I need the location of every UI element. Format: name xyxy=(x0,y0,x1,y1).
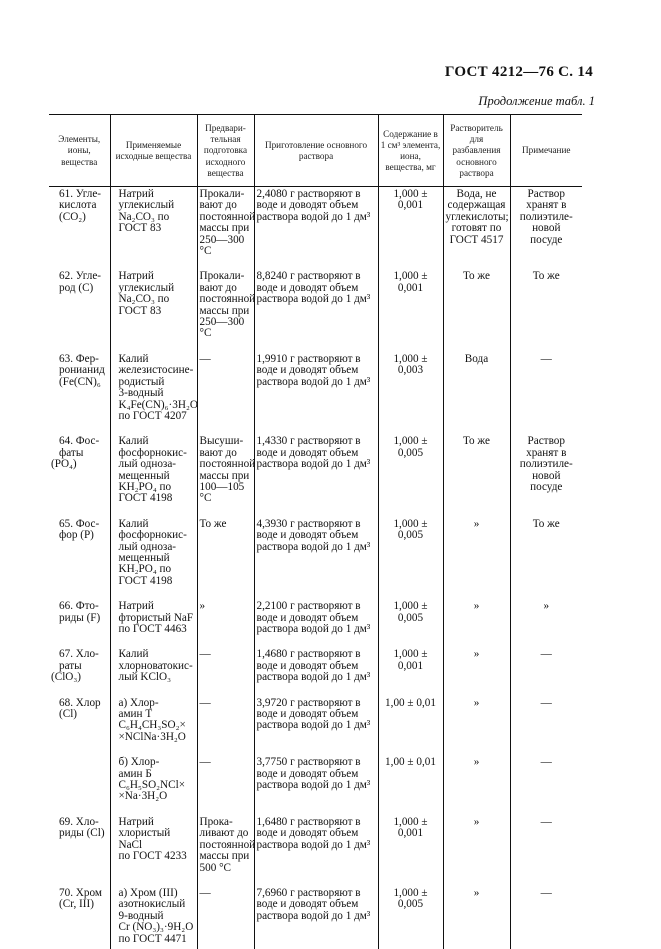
table-continuation-label: Продолжение табл. 1 xyxy=(478,94,595,108)
cell-line: 9-водный xyxy=(118,909,164,922)
cell-source-substance xyxy=(110,187,197,270)
cell-line: вают до xyxy=(199,199,237,212)
column-header: Приготовление основного раствора xyxy=(254,115,378,187)
cell-line: воде и доводят объем xyxy=(256,446,359,459)
cell-line: (Cl) xyxy=(59,708,78,721)
cell-note xyxy=(510,886,582,949)
cell-line: 2,2100 г растворяют в xyxy=(256,600,361,613)
cell-line: C₆H₅SO₂NCl× xyxy=(118,779,186,792)
cell-line: » xyxy=(473,600,480,613)
cell-line: по ГОСТ 4207 xyxy=(118,409,187,422)
cell-line: раствора водой до 1 дм³ xyxy=(256,540,371,553)
cell-line: раствора водой до 1 дм³ xyxy=(256,293,371,306)
cell-element xyxy=(49,434,110,516)
column-header: Предвари-тельная подготовка исходного вещества xyxy=(197,115,254,187)
cell-line: раствора водой до 1 дм³ xyxy=(256,909,371,922)
cell-line: полиэтиле- xyxy=(519,458,573,471)
cell-source-substance xyxy=(110,815,197,886)
cell-source-substance xyxy=(110,517,197,599)
reagent-table xyxy=(49,114,582,949)
table-row xyxy=(49,815,582,886)
cell-content: 1,00 ± 0,01 xyxy=(378,696,443,756)
cell-line: Na₂CO₃ по xyxy=(118,210,170,223)
cell-line: раствора водой до 1 дм³ xyxy=(256,719,371,732)
cell-line: раты (ClO₃) xyxy=(51,659,82,684)
cell-line: 1,4680 г растворяют в xyxy=(256,648,361,661)
cell-line: а) Хром (III) xyxy=(118,886,178,899)
cell-line: раствора водой до 1 дм³ xyxy=(256,458,371,471)
cell-element xyxy=(49,599,110,647)
cell-line: 500 °С xyxy=(199,861,232,874)
cell-solvent xyxy=(443,269,510,351)
cell-line: Прокали- xyxy=(199,188,245,201)
cell-element xyxy=(49,696,110,756)
cell-line: 70. Хром xyxy=(59,886,102,899)
page-header-title: ГОСТ 4212—76 С. 14 xyxy=(444,64,593,80)
cell-line: постоянной xyxy=(199,458,256,471)
cell-line: воде и доводят объем xyxy=(256,659,359,672)
cell-line: 4,3930 г растворяют в xyxy=(256,517,361,530)
cell-line: Натрий xyxy=(118,270,154,283)
cell-solvent xyxy=(443,187,510,270)
cell-note xyxy=(510,815,582,886)
cell-line: железистосине- xyxy=(118,364,194,377)
cell-line: воде и доводят объем xyxy=(256,827,359,840)
cell-line: (Fe(CN)₆ xyxy=(59,375,101,388)
cell-line: — xyxy=(540,756,552,769)
cell-line: Калий xyxy=(118,435,149,448)
cell-preparation xyxy=(197,187,254,270)
cell-content: 1,000 ± 0,001 xyxy=(378,815,443,886)
cell-line: воде и доводят объем xyxy=(256,767,359,780)
cell-solution-preparation xyxy=(254,696,378,756)
cell-line: То же xyxy=(199,517,227,530)
cell-note xyxy=(510,599,582,647)
cell-line: лый одноза- xyxy=(118,458,177,471)
cell-solvent xyxy=(443,886,510,949)
cell-preparation xyxy=(197,517,254,599)
cell-line: 1,6480 г растворяют в xyxy=(256,815,361,828)
cell-line: раствора водой до 1 дм³ xyxy=(256,779,371,792)
cell-preparation xyxy=(197,352,254,434)
cell-line: углекислый xyxy=(118,199,175,212)
cell-line: воде и доводят объем xyxy=(256,898,359,911)
cell-line: ливают до xyxy=(199,827,249,840)
cell-line: 3,7750 г растворяют в xyxy=(256,756,361,769)
cell-line: 250—300 °С xyxy=(199,316,245,340)
cell-line: воде и доводят объем xyxy=(256,708,359,721)
cell-line: Прока- xyxy=(199,815,233,828)
cell-element xyxy=(49,647,110,695)
cell-line: — xyxy=(199,696,211,709)
cell-line: — xyxy=(199,648,211,661)
cell-line: фор (Р) xyxy=(59,529,94,542)
cell-line: 61. Угле- xyxy=(59,188,102,201)
cell-preparation xyxy=(197,755,254,815)
cell-content: 1,000 ± 0,001 xyxy=(378,647,443,695)
cell-line: KH₂PO₄ по xyxy=(118,480,172,493)
cell-content: 1,000 ± 0,001 xyxy=(378,187,443,270)
cell-line: То же xyxy=(532,270,560,283)
cell-line: Калий xyxy=(118,352,149,365)
cell-line: Раствор xyxy=(527,435,565,448)
cell-line: азотнокислый xyxy=(118,898,186,911)
cell-line: — xyxy=(199,756,211,769)
cell-line: 68. Хлор xyxy=(59,696,101,709)
cell-solvent xyxy=(443,599,510,647)
cell-line: раствора водой до 1 дм³ xyxy=(256,623,371,636)
cell-preparation xyxy=(197,696,254,756)
table-header-row xyxy=(49,115,582,187)
cell-source-substance xyxy=(110,352,197,434)
cell-line: То же xyxy=(463,435,490,448)
cell-line: 66. Фто- xyxy=(59,600,99,613)
cell-element xyxy=(49,755,110,815)
cell-note xyxy=(510,647,582,695)
cell-line: Cr (NO₃)₃·9H₂O xyxy=(118,921,194,934)
cell-line: готовят по xyxy=(451,222,502,235)
cell-line: » xyxy=(473,756,480,769)
cell-solvent xyxy=(443,696,510,756)
cell-line: воде и доводят объем xyxy=(256,611,359,624)
cell-line: воде и доводят объем xyxy=(256,281,359,294)
cell-line: ×Na·3H₂O xyxy=(118,790,168,803)
cell-source-substance xyxy=(110,755,197,815)
cell-line: воде и доводят объем xyxy=(256,529,359,542)
cell-line: ×NClNa·3H₂O xyxy=(118,730,186,743)
cell-line: фтористый NaF xyxy=(118,611,194,624)
cell-line: — xyxy=(540,815,552,828)
cell-source-substance xyxy=(110,696,197,756)
cell-line: фаты (PO₄) xyxy=(51,446,84,471)
cell-line: » xyxy=(473,886,480,899)
cell-solution-preparation xyxy=(254,886,378,949)
cell-line: 63. Фер- xyxy=(59,352,99,365)
cell-preparation xyxy=(197,647,254,695)
cell-line: по ГОСТ 4233 xyxy=(118,850,187,863)
column-header: Применяемые исходные вещества xyxy=(110,115,197,187)
cell-line: воде и доводят объем xyxy=(256,364,359,377)
column-header: Растворитель для разбавления основного раствора xyxy=(443,115,510,187)
cell-line: вают до xyxy=(199,281,237,294)
cell-line: » xyxy=(473,517,480,530)
cell-line: » xyxy=(473,815,480,828)
table-row xyxy=(49,755,582,815)
cell-solution-preparation xyxy=(254,187,378,270)
cell-line: постоянной xyxy=(199,838,256,851)
cell-line: вают до xyxy=(199,446,237,459)
cell-preparation xyxy=(197,269,254,351)
cell-content: 1,000 ± 0,005 xyxy=(378,886,443,949)
cell-solvent xyxy=(443,517,510,599)
cell-solution-preparation xyxy=(254,517,378,599)
cell-solution-preparation xyxy=(254,647,378,695)
cell-line: Натрий xyxy=(118,600,154,613)
cell-line: хлористый NaCl xyxy=(118,827,171,851)
cell-line: ГОСТ 83 xyxy=(118,222,162,235)
cell-line: Вода xyxy=(464,352,489,365)
cell-line: полиэтиле- xyxy=(519,210,573,223)
cell-preparation xyxy=(197,815,254,886)
cell-line: посуде xyxy=(530,480,563,493)
column-header: Содержание в 1 см³ элемента, иона, вещества, мг xyxy=(378,115,443,187)
cell-line: 3,9720 г растворяют в xyxy=(256,696,361,709)
cell-line: постоянной xyxy=(199,210,256,223)
cell-line: C₆H₄CH₃SO₂× xyxy=(118,719,186,732)
cell-line: ГОСТ 4517 xyxy=(449,233,504,246)
cell-line: массы при xyxy=(199,850,250,863)
cell-line: ГОСТ 4198 xyxy=(118,492,173,505)
cell-line: 250—300 °С xyxy=(199,233,245,258)
cell-element xyxy=(49,187,110,270)
cell-line: Прокали- xyxy=(199,270,245,283)
cell-line: мещенный xyxy=(118,551,170,564)
cell-element xyxy=(49,352,110,434)
cell-content: 1,000 ± 0,005 xyxy=(378,434,443,516)
cell-line: 1,9910 г растворяют в xyxy=(256,352,361,365)
cell-line: ГОСТ 83 xyxy=(118,304,162,317)
cell-solvent xyxy=(443,434,510,516)
table-row xyxy=(49,696,582,756)
cell-solution-preparation xyxy=(254,434,378,516)
cell-source-substance xyxy=(110,434,197,516)
cell-element xyxy=(49,517,110,599)
cell-line: фосфорнокис- xyxy=(118,446,187,459)
cell-line: Na₂CO₃ по xyxy=(118,293,170,306)
cell-line: содержащая xyxy=(447,199,506,212)
table-row xyxy=(49,599,582,647)
cell-line: род (С) xyxy=(59,281,94,294)
cell-note xyxy=(510,187,582,270)
cell-line: » xyxy=(473,648,480,661)
table-row xyxy=(49,647,582,695)
cell-line: — xyxy=(540,696,552,709)
cell-line: 7,6960 г растворяют в xyxy=(256,886,361,899)
cell-content: 1,00 ± 0,01 xyxy=(378,755,443,815)
cell-line: массы при xyxy=(199,304,250,317)
cell-line: То же xyxy=(463,270,490,283)
cell-line: 62. Угле- xyxy=(59,270,102,283)
cell-line: лый KClO₃ xyxy=(118,671,172,684)
cell-line: ронианид xyxy=(59,364,105,377)
cell-line: фосфорнокис- xyxy=(118,529,187,542)
column-header: Примечание xyxy=(510,115,582,187)
cell-line: (Cr, III) xyxy=(59,898,94,911)
cell-line: новой xyxy=(532,222,561,235)
cell-line: Натрий xyxy=(118,815,154,828)
cell-solvent xyxy=(443,755,510,815)
cell-line: То же xyxy=(532,517,560,530)
cell-line: б) Хлор- xyxy=(118,756,160,769)
cell-line: постоянной xyxy=(199,293,256,306)
cell-line: — xyxy=(199,886,211,899)
cell-line: ГОСТ 4198 xyxy=(118,574,173,587)
cell-line: Калий xyxy=(118,517,149,530)
cell-line: (CO₂) xyxy=(59,210,86,223)
cell-note xyxy=(510,269,582,351)
cell-line: — xyxy=(199,352,211,365)
table-row xyxy=(49,352,582,434)
cell-line: посуде xyxy=(530,233,563,246)
cell-element xyxy=(49,815,110,886)
cell-line: углекислоты; xyxy=(445,210,509,223)
cell-solvent xyxy=(443,352,510,434)
cell-solution-preparation xyxy=(254,815,378,886)
cell-preparation xyxy=(197,599,254,647)
cell-note xyxy=(510,755,582,815)
cell-line: раствора водой до 1 дм³ xyxy=(256,210,371,223)
cell-solution-preparation xyxy=(254,352,378,434)
cell-line: Высуши- xyxy=(199,435,244,448)
cell-line: амин Б xyxy=(118,767,152,780)
column-header: Элементы, ионы, вещества xyxy=(58,134,101,167)
cell-line: 2,4080 г растворяют в xyxy=(256,188,361,201)
cell-line: новой xyxy=(532,469,561,482)
cell-line: раствора водой до 1 дм³ xyxy=(256,838,371,851)
cell-solution-preparation xyxy=(254,599,378,647)
cell-content: 1,000 ± 0,005 xyxy=(378,599,443,647)
cell-line: — xyxy=(540,648,552,661)
cell-line: риды (F) xyxy=(59,611,101,624)
cell-line: 1,4330 г растворяют в xyxy=(256,435,361,448)
cell-line: K₄Fe(CN)₆·3H₂O xyxy=(118,398,198,411)
cell-line: » xyxy=(199,600,206,613)
cell-line: кислота xyxy=(59,199,97,212)
cell-content: 1,000 ± 0,003 xyxy=(378,352,443,434)
cell-line: » xyxy=(473,696,480,709)
table-row xyxy=(49,517,582,599)
table-row xyxy=(49,434,582,516)
cell-line: 3-водный xyxy=(118,387,164,400)
cell-source-substance xyxy=(110,269,197,351)
cell-line: 100—105 °С xyxy=(199,480,245,505)
cell-content: 1,000 ± 0,005 xyxy=(378,517,443,599)
cell-line: KH₂PO₄ по xyxy=(118,563,172,576)
cell-element xyxy=(49,886,110,949)
cell-note xyxy=(510,696,582,756)
table-row xyxy=(49,187,582,270)
cell-line: по ГОСТ 4463 xyxy=(118,623,187,636)
cell-solution-preparation xyxy=(254,269,378,351)
cell-line: — xyxy=(540,886,552,899)
cell-line: а) Хлор- xyxy=(118,696,159,709)
cell-line: лый одноза- xyxy=(118,540,177,553)
cell-line: 64. Фос- xyxy=(59,435,100,448)
table-row xyxy=(49,269,582,351)
cell-line: » xyxy=(543,600,550,613)
cell-line: 67. Хло- xyxy=(59,648,99,661)
cell-line: раствора водой до 1 дм³ xyxy=(256,375,371,388)
cell-line: Калий xyxy=(118,648,149,661)
cell-line: массы при xyxy=(199,222,250,235)
cell-line: амин Т xyxy=(118,708,153,721)
cell-source-substance xyxy=(110,647,197,695)
cell-line: Натрий xyxy=(118,188,154,201)
cell-line: 65. Фос- xyxy=(59,517,100,530)
cell-line: по ГОСТ 4471 xyxy=(118,932,187,945)
cell-element xyxy=(49,269,110,351)
cell-line: Раствор xyxy=(527,188,565,201)
cell-solvent xyxy=(443,815,510,886)
cell-line: риды (Cl) xyxy=(59,827,105,840)
cell-preparation xyxy=(197,434,254,516)
cell-line: раствора водой до 1 дм³ xyxy=(256,671,371,684)
cell-line: родистый xyxy=(118,375,165,388)
cell-solution-preparation xyxy=(254,755,378,815)
cell-content: 1,000 ± 0,001 xyxy=(378,269,443,351)
cell-solvent xyxy=(443,647,510,695)
cell-source-substance xyxy=(110,886,197,949)
cell-line: хранят в xyxy=(526,199,567,212)
cell-note xyxy=(510,517,582,599)
cell-source-substance xyxy=(110,599,197,647)
cell-note xyxy=(510,352,582,434)
cell-preparation xyxy=(197,886,254,949)
cell-line: воде и доводят объем xyxy=(256,199,359,212)
cell-line: Вода, не xyxy=(456,188,497,201)
cell-line: хлорноватокис- xyxy=(118,659,193,672)
cell-line: 69. Хло- xyxy=(59,815,99,828)
cell-line: — xyxy=(540,352,552,365)
cell-line: хранят в xyxy=(526,446,567,459)
cell-note xyxy=(510,434,582,516)
table-row xyxy=(49,886,582,949)
cell-line: углекислый xyxy=(118,281,175,294)
cell-line: мещенный xyxy=(118,469,170,482)
cell-line: массы при xyxy=(199,469,250,482)
cell-line: 8,8240 г растворяют в xyxy=(256,270,361,283)
table-body xyxy=(49,187,582,949)
